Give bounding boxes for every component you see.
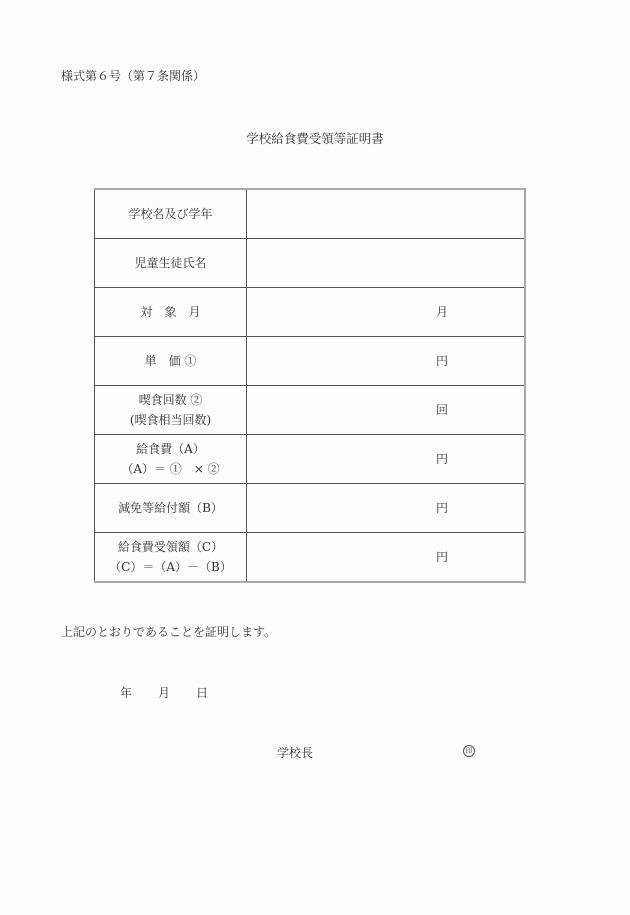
field-target-month[interactable]	[247, 288, 526, 337]
date-day-label: 日	[196, 686, 209, 700]
table-row-received-c	[95, 533, 526, 583]
unit-yen: 円	[435, 354, 448, 368]
label-line-1: 喫食回数 ②	[138, 393, 203, 407]
table-row-meal-count	[95, 386, 526, 435]
label-line-1: 給食費（A）	[136, 442, 205, 456]
table-row-target-month	[95, 288, 526, 337]
field-student-name[interactable]	[247, 239, 526, 288]
label-line-2: （C）＝（A）－（B）	[109, 560, 232, 574]
label-exemption-b: 減免等給付額（B）	[95, 484, 247, 533]
unit-yen: 円	[435, 550, 448, 564]
table-row-student-name	[95, 239, 526, 288]
principal-label: 学校長	[277, 746, 314, 760]
label-student-name: 児童生徒氏名	[95, 239, 247, 288]
form-number: 様式第６号（第７条関係）	[61, 69, 206, 83]
table-row-school-grade	[95, 189, 526, 239]
certificate-table	[94, 188, 526, 583]
field-exemption-b[interactable]	[247, 484, 526, 533]
field-unit-price[interactable]	[247, 337, 526, 386]
label-line-2: （A）＝ ① × ②	[121, 462, 220, 476]
table-row-exemption-b	[95, 484, 526, 533]
label-line-1: 給食費受領額（C）	[117, 540, 224, 554]
label-meal-count	[95, 386, 247, 435]
date-month-label: 月	[158, 686, 171, 700]
unit-month: 月	[435, 305, 448, 319]
field-received-c[interactable]	[247, 533, 526, 583]
field-meal-fee-a[interactable]	[247, 435, 526, 484]
label-received-c	[95, 533, 247, 583]
document-title: 学校給食費受領等証明書	[246, 131, 384, 146]
label-unit-price: 単 価 ①	[95, 337, 247, 386]
label-line-2: (喫食相当回数)	[129, 413, 212, 427]
label-target-month: 対 象 月	[95, 288, 247, 337]
unit-yen: 円	[435, 452, 448, 466]
field-meal-count[interactable]	[247, 386, 526, 435]
unit-times: 回	[435, 403, 448, 417]
table-row-unit-price	[95, 337, 526, 386]
label-meal-fee-a	[95, 435, 247, 484]
label-school-grade: 学校名及び学年	[95, 189, 247, 239]
seal-icon: 印	[463, 745, 475, 757]
certification-statement: 上記のとおりであることを証明します。	[61, 625, 277, 639]
date-year-label: 年	[120, 686, 133, 700]
table-row-meal-fee-a	[95, 435, 526, 484]
unit-yen: 円	[435, 501, 448, 515]
field-school-grade[interactable]	[247, 189, 526, 239]
